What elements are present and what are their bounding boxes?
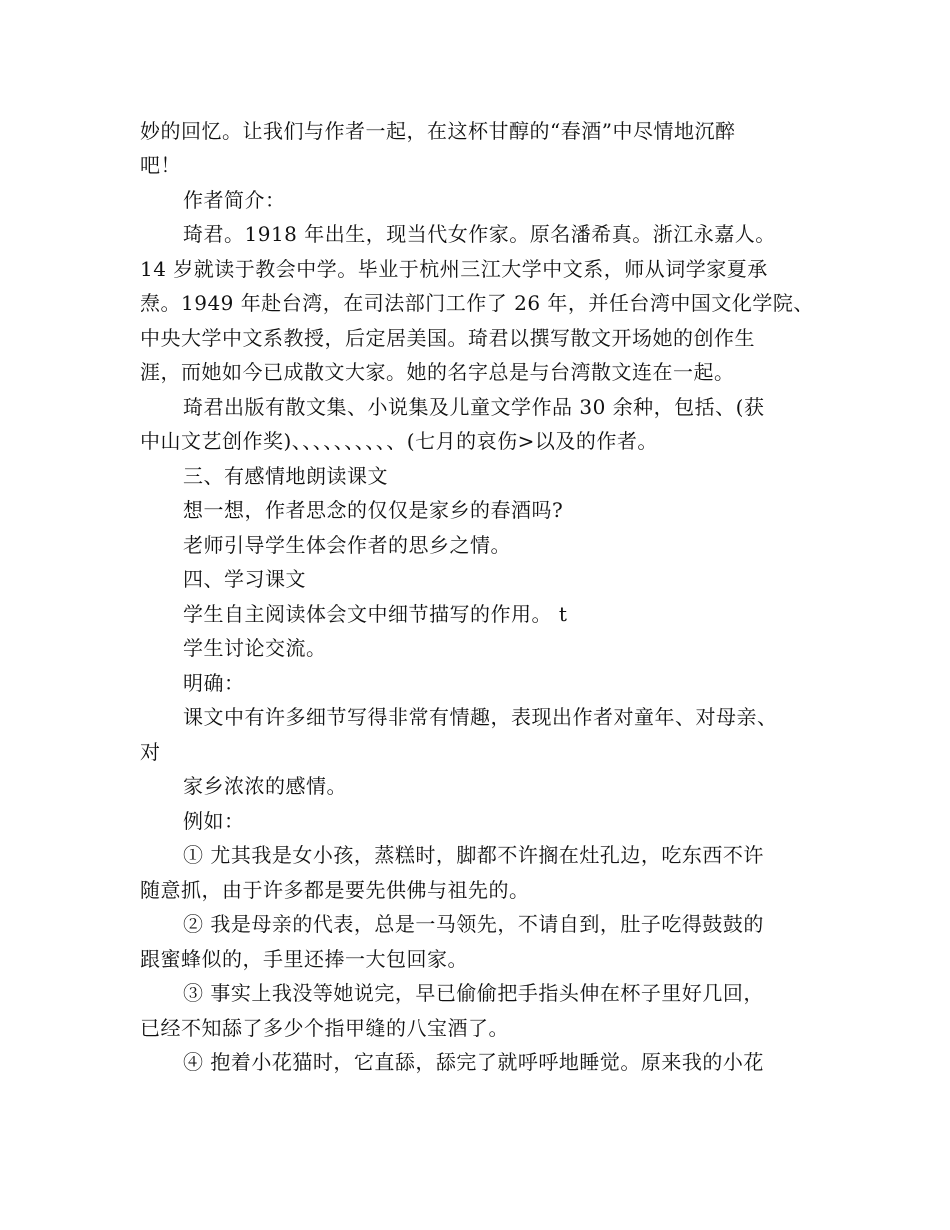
text-line: 妙的回忆。让我们与作者一起，在这杯甘醇的“春酒”中尽情地沉醉 [140, 119, 736, 143]
text-line: 随意抓，由于许多都是要先供佛与祖先的。 [140, 878, 530, 902]
section-heading: 三、有感情地朗读课文 [183, 464, 388, 488]
text-line: 课文中有许多细节写得非常有情趣，表现出作者对童年、对母亲、 [183, 705, 778, 729]
text-line: 涯，而她如今已成散文大家。她的名字总是与台湾散文连在一起。 [140, 360, 735, 384]
list-item: ④ 抱着小花猫时，它直舔，舔完了就呼呼地睡觉。原来我的小花 [183, 1050, 764, 1074]
text-line: 明确： [183, 671, 245, 695]
text-line: 14 岁就读于教会中学。毕业于杭州三江大学中文系，师从词学家夏承 [140, 257, 768, 281]
text-line: 跟蜜蜂似的，手里还捧一大包回家。 [140, 947, 468, 971]
text-line: 例如： [183, 809, 245, 833]
text-line: 中山文艺创作奖)、、、、、、、、、、(七月的哀伤>以及的作者。 [140, 429, 658, 453]
text-line: 家乡浓浓的感情。 [183, 774, 347, 798]
text-line: 已经不知舔了多少个指甲缝的八宝酒了。 [140, 1016, 509, 1040]
text-line: 学生自主阅读体会文中细节描写的作用。 t [183, 602, 568, 626]
text-line: 焘。1949 年赴台湾，在司法部门工作了 26 年，并任台湾中国文化学院、 [140, 291, 814, 315]
text-line: 吧！ [140, 153, 181, 177]
text-line: 老师引导学生体会作者的思乡之情。 [183, 533, 511, 557]
list-item: ① 尤其我是女小孩，蒸糕时，脚都不许搁在灶孔边，吃东西不许 [183, 843, 764, 867]
section-heading: 作者简介： [183, 188, 286, 212]
text-line: 学生讨论交流。 [183, 636, 327, 660]
section-heading: 四、学习课文 [183, 567, 306, 591]
text-line: 琦君出版有散文集、小说集及儿童文学作品 30 余种，包括、(获 [183, 395, 765, 419]
list-item: ③ 事实上我没等她说完，早已偷偷把手指头伸在杯子里好几回， [183, 981, 764, 1005]
text-line: 对 [140, 740, 161, 764]
text-line: 中央大学中文系教授，后定居美国。琦君以撰写散文开场她的创作生 [140, 326, 755, 350]
text-line: 想一想，作者思念的仅仅是家乡的春酒吗? [183, 498, 564, 522]
list-item: ② 我是母亲的代表，总是一马领先，不请自到，肚子吃得鼓鼓的 [183, 912, 764, 936]
text-line: 琦君。1918 年出生，现当代女作家。原名潘希真。浙江永嘉人。 [183, 222, 776, 246]
